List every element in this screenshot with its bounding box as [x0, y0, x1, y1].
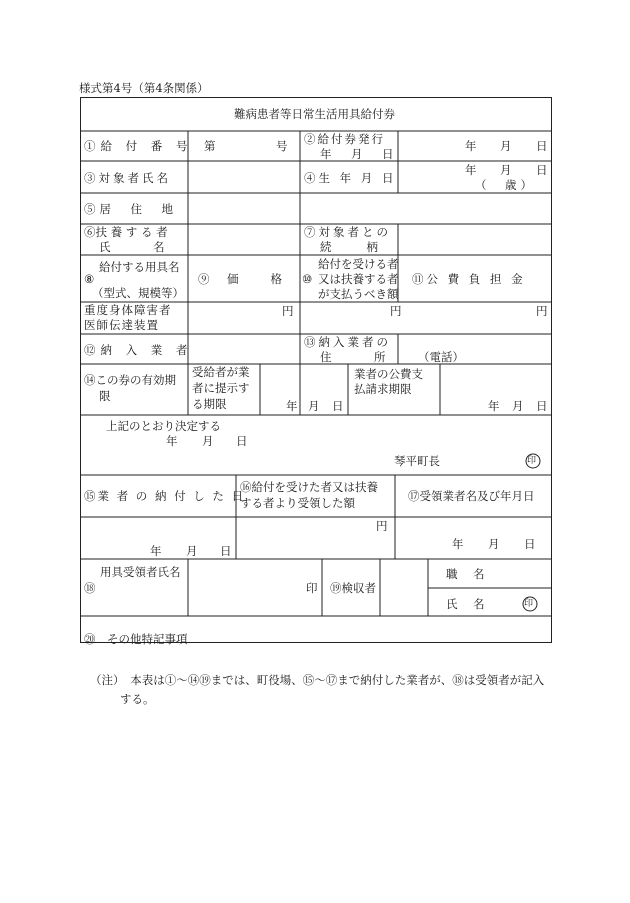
label-validity-1: ⑭この券の有効期 [84, 373, 176, 387]
circle-18: ⑱ [84, 581, 96, 595]
label-payable-2: 又は扶養する者 [318, 272, 399, 286]
decision-day: 日 [236, 434, 248, 448]
device-type-2: 医師伝達装置 [84, 318, 159, 332]
label-guardian-1: ⑥扶 養 す る 者 [84, 225, 168, 239]
label-validity-2: 限 [99, 389, 111, 403]
label-supplier-address-1: ⑬納入業者の [304, 335, 391, 349]
label-issue-date-1: ②給付券発行 [304, 132, 385, 146]
label-address: ⑤居 住 地 [84, 202, 177, 216]
label-relation-2: 続 柄 [320, 240, 382, 254]
label-birth-date: ④生 年 月 日 [304, 171, 397, 185]
label-receiving-supplier: ⑰受領業者名及び年月日 [408, 489, 535, 503]
label-payable-3: が支払うべき額 [318, 287, 399, 301]
label-issue-date-2: 年 月 日 [320, 147, 398, 161]
claim-year: 年 [488, 399, 500, 413]
present-month: 月 [308, 399, 320, 413]
decision-year: 年 [166, 434, 178, 448]
inspector-seal: 印 [524, 599, 534, 609]
label-supplier: ⑫納 入 業 者 [84, 343, 193, 357]
delivery-year: 年 [150, 544, 162, 558]
burden-yen: 円 [536, 304, 548, 318]
label-public-burden: ⑪公 費 負 担 金 [412, 272, 526, 286]
issue-year: 年 [465, 139, 477, 153]
delivery-day: 日 [220, 544, 232, 558]
label-inspector-name: 氏 名 [446, 597, 487, 611]
label-inspector: ⑲検収者 [330, 581, 376, 595]
label-claim-deadline-1: 業者の公費支 [354, 367, 423, 381]
receiver-seal: 印 [306, 581, 318, 595]
supplier-year: 年 [452, 537, 464, 551]
issue-day: 日 [536, 139, 548, 153]
payable-yen: 円 [390, 304, 402, 318]
decision-text: 上記のとおり決定する [106, 419, 221, 433]
label-present-deadline-2: 者に提示す [192, 381, 250, 395]
issue-month: 月 [500, 139, 512, 153]
benefit-number-first: 第 [204, 139, 216, 153]
claim-month: 月 [512, 399, 524, 413]
label-guardian-2: 氏 名 [99, 240, 167, 254]
label-phone: （電話） [418, 350, 464, 364]
label-present-deadline-1: 受給者が業 [192, 365, 250, 379]
label-payable-1: 給付を受ける者 [318, 257, 399, 271]
benefit-voucher-form [80, 97, 552, 646]
birth-year: 年 [465, 163, 477, 177]
footnote-line-1: （注） 本表は①～⑭⑲までは、町役場、⑮～⑰まで納付した業者が、⑱は受領者が記入 [90, 673, 545, 687]
label-claim-deadline-2: 払請求期限 [354, 382, 412, 396]
label-job-title: 職 名 [446, 567, 487, 581]
label-received-amount-1: ⑯給付を受けた者又は扶養 [240, 480, 378, 494]
town-mayor: 琴平町長 [394, 454, 440, 468]
device-type-1: 重度身体障害者 [84, 303, 172, 317]
label-relation-1: ⑦対象者との [304, 225, 391, 239]
label-price: ⑨ 価 格 [198, 272, 285, 286]
label-benefit-number: ①給 付 番 号 [84, 139, 193, 153]
price-yen: 円 [282, 304, 294, 318]
birth-day: 日 [536, 163, 548, 177]
received-yen: 円 [376, 519, 388, 533]
label-received-amount-2: する者より受領した額 [240, 496, 355, 510]
decision-month: 月 [202, 434, 214, 448]
birth-month: 月 [500, 163, 512, 177]
label-receiver-name: 用具受領者氏名 [100, 565, 181, 579]
supplier-month: 月 [488, 537, 500, 551]
circle-10: ⑩ [302, 272, 313, 286]
label-present-deadline-3: る期限 [192, 397, 227, 411]
label-subject-name: ③対象者氏名 [84, 171, 171, 185]
present-year: 年 [286, 399, 298, 413]
footnote-line-2: する。 [120, 692, 155, 706]
delivery-month: 月 [186, 544, 198, 558]
label-device-name-2: （型式、規模等） [92, 286, 184, 300]
footnote [90, 671, 560, 709]
label-special-notes: ⑳ その他特記事項 [84, 632, 188, 646]
benefit-number-suffix: 号 [276, 139, 288, 153]
supplier-day: 日 [524, 537, 536, 551]
present-day: 日 [332, 399, 344, 413]
label-device-name-1: 給付する用具名 [99, 260, 180, 274]
label-supplier-address-2: 住 所 [320, 350, 388, 364]
form-number-label: 様式第4号（第4条関係） [79, 81, 209, 95]
age-open: （ [475, 178, 487, 192]
age-close: 歳） [505, 178, 536, 192]
mayor-seal: 印 [527, 456, 537, 466]
claim-day: 日 [536, 399, 548, 413]
form-title: 難病患者等日常生活用具給付券 [234, 107, 395, 121]
circle-8: ⑧ [84, 272, 95, 286]
label-delivery-date: ⑮業 者 の 納 付 し た 日 [84, 489, 246, 503]
